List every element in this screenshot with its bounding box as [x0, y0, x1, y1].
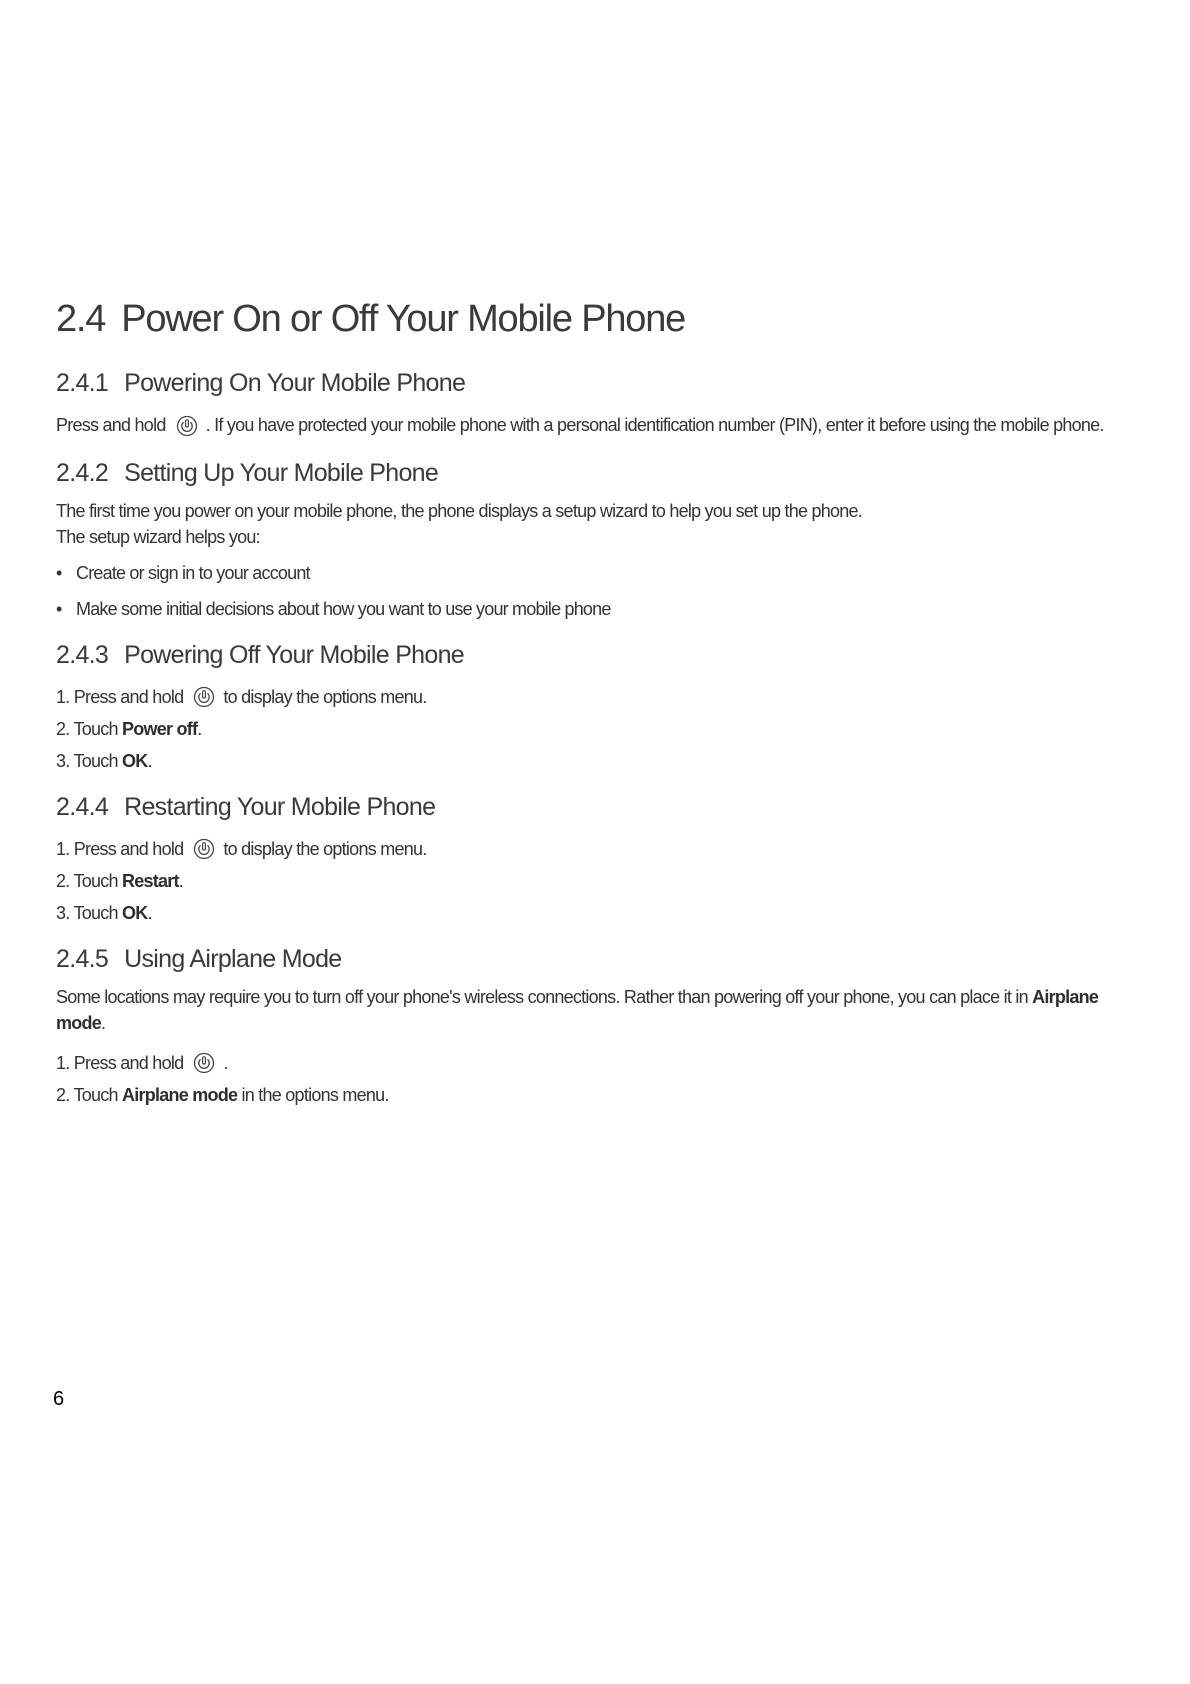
list-item-text: Make some initial decisions about how you want to use your mobile phone: [76, 599, 611, 619]
section-heading: [56, 296, 1136, 342]
instruction-text: . If you have protected your mobile phone with a personal identification number (PIN), enter it before using the mobile phone.: [205, 415, 1104, 435]
step-text: 2. Touch: [56, 1085, 122, 1105]
document-page: [56, 296, 1136, 1124]
power-button-icon: [193, 838, 215, 860]
step-text: .: [197, 719, 202, 739]
bullet-marker: •: [56, 563, 62, 583]
subsection-number: 2.4.1: [56, 369, 109, 397]
ui-term: Restart: [121, 871, 179, 891]
setup-bullet-list: [56, 560, 1136, 622]
subsection-number: 2.4.5: [56, 945, 109, 973]
setup-paragraph-2: The setup wizard helps you:: [56, 527, 260, 547]
subsection-2-4-2: [56, 456, 1136, 622]
step-2: [56, 868, 1136, 894]
subsection-2-4-1: [56, 366, 1136, 438]
list-item-text: Create or sign in to your account: [76, 563, 310, 583]
subsection-number: 2.4.4: [56, 793, 109, 821]
page-number: 6: [53, 1388, 65, 1410]
step-text: .: [147, 903, 152, 923]
subsection-heading: [56, 942, 1136, 976]
step-text: to display the options menu.: [223, 687, 427, 707]
power-button-icon: [193, 1052, 215, 1074]
section-title: Power On or Off Your Mobile Phone: [121, 298, 686, 340]
airplane-paragraph: [56, 984, 1136, 1036]
instruction-text: Press and hold: [56, 415, 166, 435]
subsection-2-4-3: [56, 638, 1136, 774]
paragraph-text: Some locations may require you to turn off your phone's wireless connections. Rather than powering off your phone, you can place it in: [56, 987, 1033, 1007]
subsection-title: Setting Up Your Mobile Phone: [124, 459, 439, 487]
step-text: 1. Press and hold: [56, 687, 184, 707]
subsection-heading: [56, 366, 1136, 400]
paragraph-text: .: [101, 1013, 106, 1033]
section-number: 2.4: [56, 298, 106, 340]
setup-paragraph-1: The first time you power on your mobile phone, the phone displays a setup wizard to help you set up the phone.: [56, 501, 863, 521]
airplane-steps: [56, 1050, 1136, 1108]
step-text: 3. Touch: [56, 751, 122, 771]
power-off-steps: [56, 684, 1136, 774]
step-text: 1. Press and hold: [56, 839, 184, 859]
ui-term: OK: [121, 751, 148, 771]
step-text: .: [147, 751, 152, 771]
step-text: 2. Touch: [56, 719, 122, 739]
step-3: [56, 900, 1136, 926]
subsection-2-4-5: [56, 942, 1136, 1108]
restart-steps: [56, 836, 1136, 926]
power-button-icon: [193, 686, 215, 708]
ui-term: OK: [121, 903, 148, 923]
power-button-icon: [176, 415, 198, 437]
step-text: 2. Touch: [56, 871, 122, 891]
step-text: 3. Touch: [56, 903, 122, 923]
list-item: [56, 560, 1136, 586]
subsection-heading: [56, 638, 1136, 672]
subsection-2-4-4: [56, 790, 1136, 926]
ui-term: Power off: [121, 719, 198, 739]
subsection-title: Using Airplane Mode: [124, 945, 342, 973]
step-text: 1. Press and hold: [56, 1053, 184, 1073]
subsection-number: 2.4.2: [56, 459, 109, 487]
step-1: [56, 684, 1136, 710]
power-on-instruction: [56, 412, 1136, 438]
step-1: [56, 836, 1136, 862]
step-text: .: [178, 871, 184, 891]
subsection-number: 2.4.3: [56, 641, 109, 669]
list-item: [56, 596, 1136, 622]
step-3: [56, 748, 1136, 774]
subsection-heading: [56, 790, 1136, 824]
step-2: [56, 1082, 1136, 1108]
subsection-title: Restarting Your Mobile Phone: [124, 793, 436, 821]
step-text: in the options menu.: [237, 1085, 389, 1105]
step-text: .: [223, 1053, 228, 1073]
step-2: [56, 716, 1136, 742]
ui-term: Airplane mode: [56, 987, 1099, 1033]
subsection-heading: [56, 456, 1136, 490]
subsection-title: Powering Off Your Mobile Phone: [124, 641, 464, 669]
step-1: [56, 1050, 1136, 1076]
step-text: to display the options menu.: [223, 839, 427, 859]
subsection-title: Powering On Your Mobile Phone: [124, 369, 466, 397]
ui-term: Airplane mode: [121, 1085, 238, 1105]
bullet-marker: •: [56, 599, 62, 619]
